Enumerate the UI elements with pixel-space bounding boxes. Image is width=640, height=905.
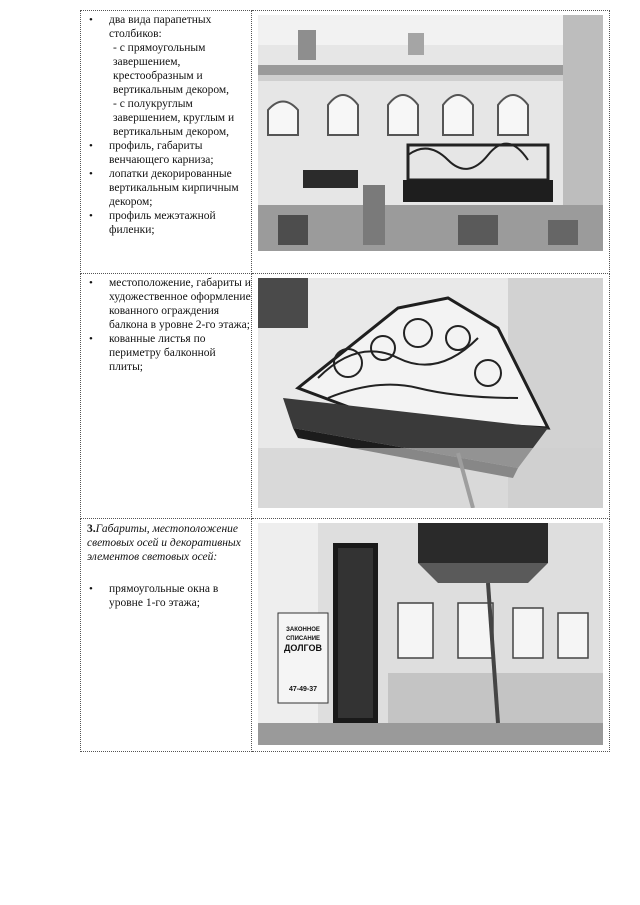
section-title: Габариты, местоположение световых осей и декоративных элементов световых осей: [87,523,241,563]
bullet-icon: • [89,210,93,222]
photo-cell [252,274,610,519]
item-text: прямоугольные окна в уровне 1-го этажа; [109,583,219,609]
item-text: местоположение, габариты и художественное оформление кованного ограждения балкона в уровне 2-го этажа; [109,277,251,331]
section-number: 3. [87,523,96,535]
list-item [81,139,251,167]
feature-list [81,580,251,610]
table-row [81,519,610,752]
item-text: профиль межэтажной филенки; [109,210,216,236]
bullet-icon: • [89,583,93,595]
table-row [81,11,610,274]
bullet-icon: • [89,333,93,345]
list-item [81,13,251,139]
list-item [81,209,251,237]
feature-cell [81,11,252,274]
feature-list [81,274,251,374]
photo-cell [252,11,610,274]
feature-cell [81,519,252,752]
section-heading [81,519,251,564]
feature-cell [81,274,252,519]
list-item [81,167,251,209]
sub-item-text: - с полукруглым завершением, круглым и вертикальным декором, [113,98,235,138]
list-item [81,276,251,332]
item-text: два вида парапетных столбиков: [109,14,212,40]
list-item [81,582,251,610]
feature-list [81,11,251,237]
sign-phone: 47-49-37 [289,686,318,693]
item-text: кованные листья по периметру балконной плиты; [109,333,216,373]
sign-line: ДОЛГОВ [284,643,323,653]
bullet-icon: • [89,14,93,26]
building-facade-balcony-photo [258,15,603,251]
sub-item-text: - с прямоугольным завершением, крестообразным и вертикальным декором, [113,42,230,96]
ground-floor-storefront-photo [258,523,603,745]
item-text: профиль, габариты венчающего карниза; [109,140,214,166]
bullet-icon: • [89,168,93,180]
feature-table [80,10,610,752]
table-row [81,274,610,519]
bullet-icon: • [89,277,93,289]
item-text: лопатки декорированные вертикальным кирпичным декором; [109,168,239,208]
bullet-icon: • [89,140,93,152]
list-item [81,332,251,374]
wrought-iron-balcony-photo [258,278,603,508]
sign-line: СПИСАНИЕ [286,636,321,642]
sign-line: ЗАКОННОЕ [286,627,321,633]
photo-cell [252,519,610,752]
